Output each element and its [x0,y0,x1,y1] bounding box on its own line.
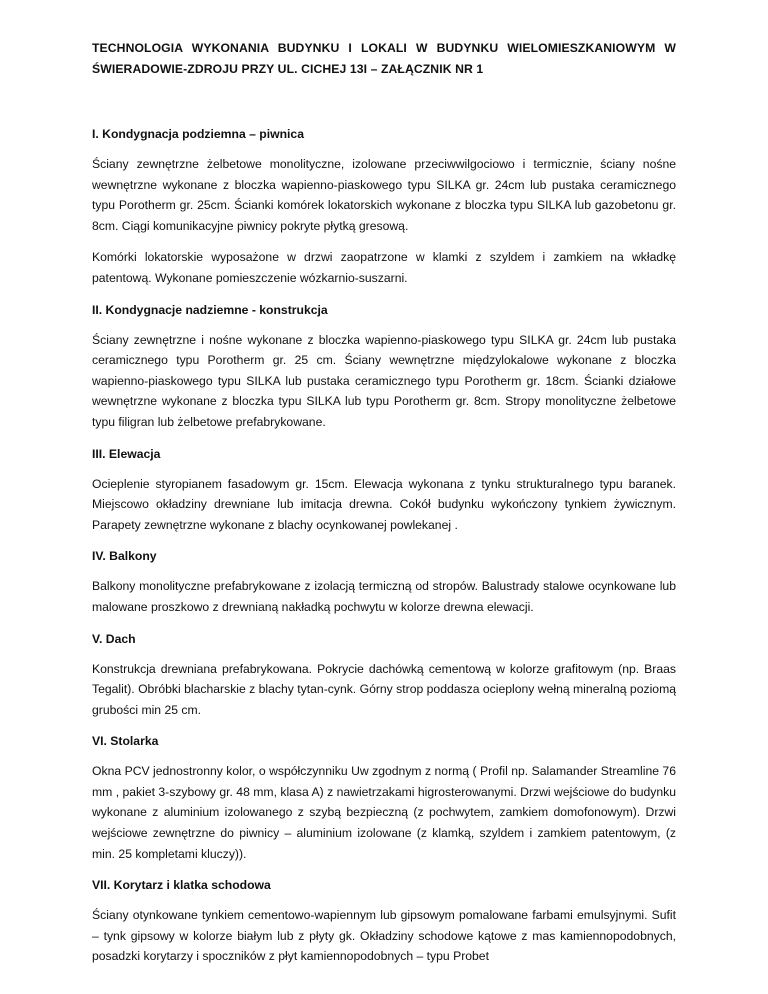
paragraph: Ściany zewnętrzne i nośne wykonane z bloczka wapienno-piaskowego typu SILKA gr. 24cm lub pustaka ceramicznego typu Porotherm gr. 25 cm. Ściany wewnętrzne międzylokalowe wykonane z bloczka wapienno-piaskowego typu SILKA lub pustaka ceramicznego typu Porotherm gr. 18cm. Ścianki działowe wewnętrzne wykonane z bloczka typu SILKA lub typu Porotherm gr. 8cm. Stropy monolityczne żelbetowe typu filigran lub żelbetowe prefabrykowane. [92,332,676,429]
paragraph: Balkony monolityczne prefabrykowane z izolacją termiczną od stropów. Balustrady stalowe ocynkowane lub malowane proszkowo z drewnianą nakładką pochwytu w kolorze drewna elewacji. [92,579,676,614]
paragraph: Okna PCV jednostronny kolor, o współczynniku Uw zgodnym z normą ( Profil np. Salamander Streamline 76 mm , pakiet 3-szybowy gr. 48 mm, klasa A) z nawietrzakami higrosterowanymi. Drzwi wejściowe do budynku wykonane z aluminium izolowanego z szybą bezpieczną (z pochwytem, zamkiem domofonowym). Drzwi wejściowe zewnętrzne do piwnicy – aluminium izolowane (z klamką, szyldem i zamkiem patentowym, (z min. 25 kompletami kluczy)). [92,764,676,861]
section-basement [92,124,676,289]
section-heading: II. Kondygnacje nadziemne - konstrukcja [92,302,328,317]
paragraph: Ocieplenie styropianem fasadowym gr. 15cm. Elewacja wykonana z tynku strukturalnego typu baranek. Miejscowo okładziny drewniane lub imitacja drewna. Cokół budynku wykończony tynkiem żywicznym. Parapety zewnętrzne wykonane z blachy ocynkowanej powlekanej . [92,476,676,532]
paragraph: Ściany zewnętrzne żelbetowe monolityczne, izolowane przeciwwilgociowo i termicznie, ściany nośne wewnętrzne wykonane z bloczka wapienno-piaskowego typu SILKA gr. 24cm lub pustaka ceramicznego typu Porotherm gr. 25cm. Ścianki komórek lokatorskich wykonane z bloczka typu SILKA lub gazobetonu gr. 8cm. Ciągi komunikacyjne piwnicy pokryte płytką gresową. [92,157,676,233]
section-heading: V. Dach [92,631,136,646]
paragraph: Ściany otynkowane tynkiem cementowo-wapiennym lub gipsowym pomalowane farbami emulsyjnymi. Sufit – tynk gipsowy w kolorze białym lub z płyty gk. Okładziny schodowe kątowe z mas kamiennopodobnych, posadzki korytarzy i spoczników z płyt kamiennopodobnych – typu Probet [92,908,676,964]
paragraph: Komórki lokatorskie wyposażone w drzwi zaopatrzone w klamki z szyldem i zamkiem na wkładkę patentową. Wykonane pomieszczenie wózkarnio-suszarni. [92,250,676,285]
section-roof [92,629,676,721]
section-facade [92,444,676,536]
section-joinery [92,731,676,864]
section-heading: I. Kondygnacja podziemna – piwnica [92,127,304,141]
section-heading: III. Elewacja [92,446,161,461]
section-heading: VII. Korytarz i klatka schodowa [92,878,271,893]
section-corridor-stairwell [92,875,676,967]
paragraph: Konstrukcja drewniana prefabrykowana. Pokrycie dachówką cementową w kolorze grafitowym (np. Braas Tegalit). Obróbki blacharskie z blachy tytan-cynk. Górny strop poddasza ocieplony wełną mineralną poziomą grubości min 25 cm. [92,661,676,717]
section-balconies [92,546,676,617]
section-heading: VI. Stolarka [92,734,159,749]
document-title: TECHNOLOGIA WYKONANIA BUDYNKU I LOKALI W BUDYNKU WIELOMIESZKANIOWYM W ŚWIERADOWIE-ZDROJU PRZY UL. CICHEJ 13I – ZAŁĄCZNIK NR 1 [92,41,676,76]
section-heading: IV. Balkony [92,549,157,564]
section-above-ground [92,300,676,433]
